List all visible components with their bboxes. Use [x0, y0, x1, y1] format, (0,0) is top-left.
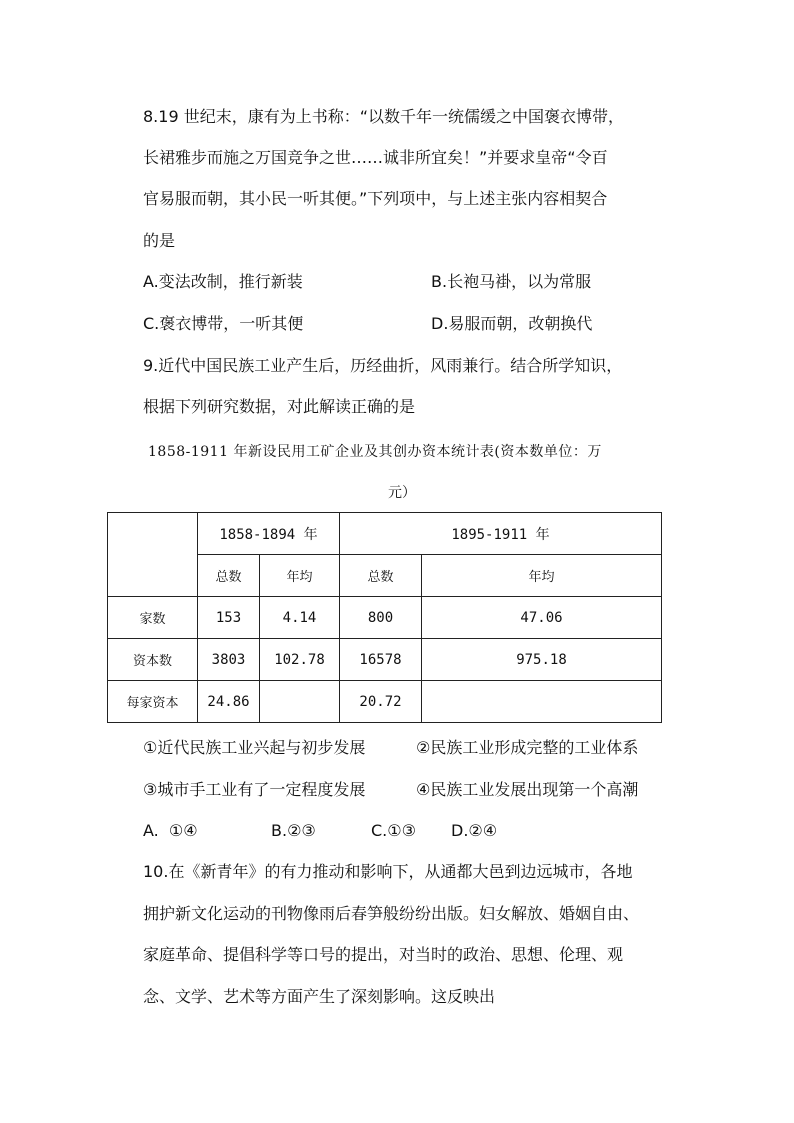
q9-statement-3: ③城市手工业有了一定程度发展 [143, 780, 366, 799]
cell-p1-total: 3803 [198, 639, 260, 681]
table-caption-line-2: 元） [388, 485, 416, 501]
q8-option-b: B.长袍马褂，以为常服 [431, 272, 592, 291]
cell-p1-avg [260, 681, 340, 723]
subheader-p2-total: 总数 [340, 555, 422, 597]
cell-p1-avg: 102.78 [260, 639, 340, 681]
row-label: 每家资本 [108, 681, 198, 723]
subheader-p1-total: 总数 [198, 555, 260, 597]
q10-stem-line-4: 念、文学、艺术等方面产生了深刻影响。这反映出 [143, 987, 496, 1006]
cell-p1-avg: 4.14 [260, 597, 340, 639]
subheader-p1-avg: 年均 [260, 555, 340, 597]
q9-option-d: D.②④ [451, 821, 498, 840]
q8-stem-line-4: 的是 [143, 231, 176, 250]
q8-stem-line-3: 官易服而朝，其小民一听其便。”下列项中，与上述主张内容相契合 [143, 189, 608, 208]
q8-stem-line-2: 长裙雅步而施之万国竞争之世……诚非所宜矣！”并要求皇帝“令百 [143, 148, 608, 167]
table-header-row-1 [108, 513, 662, 555]
cell-p2-avg: 975.18 [422, 639, 662, 681]
q8-option-d: D.易服而朝，改朝换代 [431, 314, 593, 333]
q9-statement-2: ②民族工业形成完整的工业体系 [416, 738, 639, 757]
header-period-2: 1895-1911 年 [340, 513, 662, 555]
q9-statement-4: ④民族工业发展出现第一个高潮 [416, 780, 639, 799]
q9-stem-line-1: 9.近代中国民族工业产生后，历经曲折，风雨兼行。结合所学知识， [143, 356, 623, 375]
q9-option-a: A. ①④ [143, 821, 198, 840]
q9-option-c: C.①③ [371, 821, 416, 840]
cell-p2-total: 20.72 [340, 681, 422, 723]
cell-p2-avg [422, 681, 662, 723]
q9-stem-line-2: 根据下列研究数据，对此解读正确的是 [143, 397, 416, 416]
row-label: 家数 [108, 597, 198, 639]
statistics-table [107, 512, 662, 723]
q10-stem-line-2: 拥护新文化运动的刊物像雨后春笋般纷纷出版。妇女解放、婚姻自由、 [143, 904, 640, 923]
cell-p1-total: 24.86 [198, 681, 260, 723]
q9-option-b: B.②③ [271, 821, 316, 840]
cell-p2-avg: 47.06 [422, 597, 662, 639]
q8-option-a: A.变法改制，推行新装 [143, 272, 303, 291]
table-corner-cell [108, 513, 198, 597]
table-row [108, 597, 662, 639]
table-caption-line-1: 1858-1911 年新设民用工矿企业及其创办资本统计表(资本数单位：万 [148, 444, 602, 460]
q10-stem-line-1: 10.在《新青年》的有力推动和影响下，从通都大邑到边远城市，各地 [143, 862, 633, 881]
header-period-1: 1858-1894 年 [198, 513, 340, 555]
q8-stem-line-1: 8.19 世纪末，康有为上书称：“以数千年一统儒缓之中国褒衣博带， [143, 107, 625, 126]
cell-p2-total: 16578 [340, 639, 422, 681]
cell-p2-total: 800 [340, 597, 422, 639]
row-label: 资本数 [108, 639, 198, 681]
q8-option-c: C.褒衣博带，一听其便 [143, 314, 304, 333]
cell-p1-total: 153 [198, 597, 260, 639]
subheader-p2-avg: 年均 [422, 555, 662, 597]
q9-statement-1: ①近代民族工业兴起与初步发展 [143, 738, 366, 757]
table-row [108, 639, 662, 681]
q10-stem-line-3: 家庭革命、提倡科学等口号的提出，对当时的政治、思想、伦理、观 [143, 945, 624, 964]
table-row [108, 681, 662, 723]
